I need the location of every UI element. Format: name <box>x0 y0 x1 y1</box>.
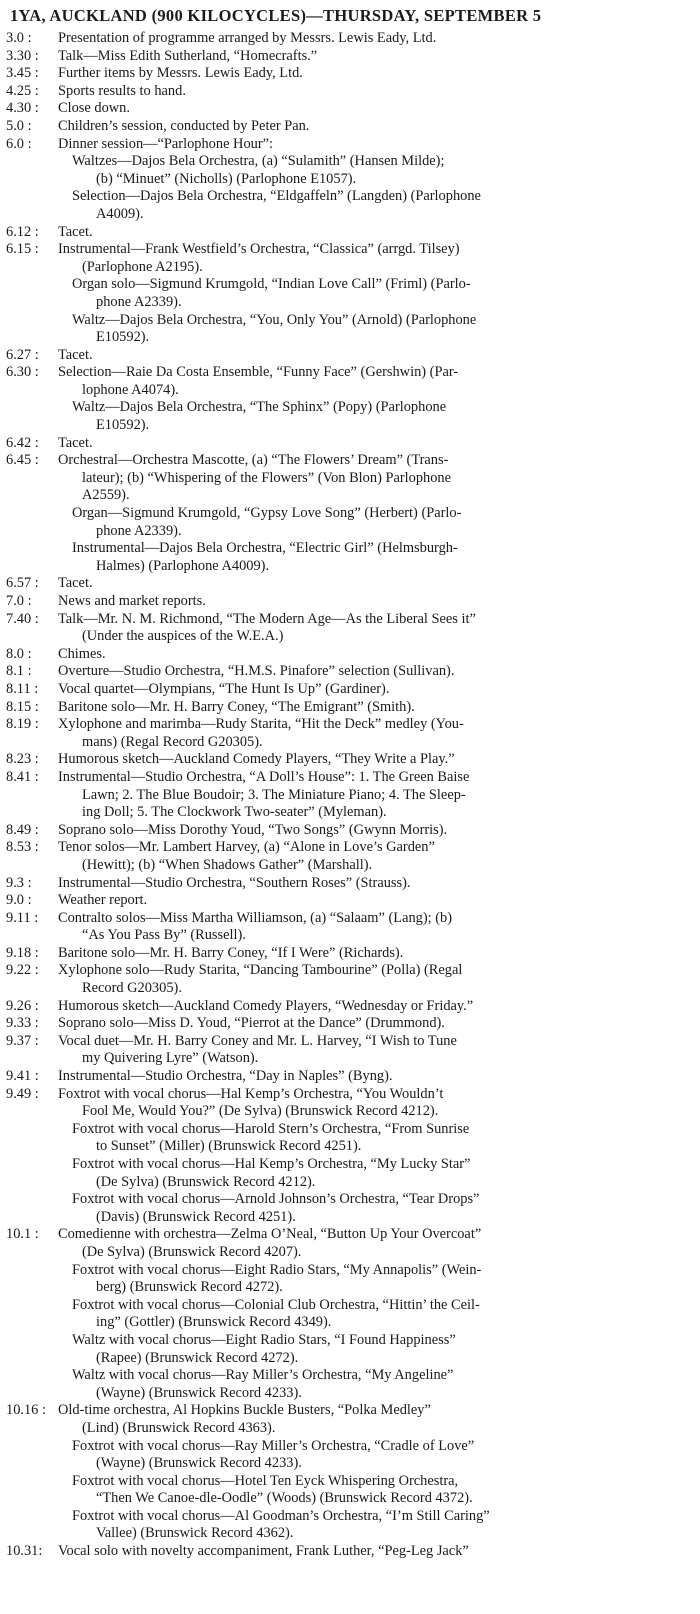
entry-line: Tacet. <box>58 223 93 240</box>
programme-entry <box>6 1402 692 1543</box>
entry-item <box>58 681 692 699</box>
entry-subitem <box>72 276 692 311</box>
entry-body <box>58 663 692 681</box>
entry-subitem <box>72 188 692 223</box>
entry-time: 6.30 : <box>6 364 39 381</box>
programme-entry <box>6 136 692 224</box>
entry-item <box>58 699 692 717</box>
entry-body <box>58 699 692 717</box>
programme-entry <box>6 48 692 66</box>
entry-item <box>58 1015 692 1033</box>
entry-line: Record G20305). <box>82 980 182 997</box>
entry-line: phone A2339). <box>96 522 182 539</box>
entry-line: ing” (Gottler) (Brunswick Record 4349). <box>96 1314 332 1331</box>
programme-entry <box>6 364 692 434</box>
entry-line: Waltz—Dajos Bela Orchestra, “You, Only You” (Arnold) (Parlophone <box>72 311 477 328</box>
entry-time: 10.16 : <box>6 1402 46 1419</box>
entry-body <box>58 1068 692 1086</box>
entry-line: Dinner session—“Parlophone Hour”: <box>58 135 274 152</box>
entry-subitem <box>72 153 692 188</box>
programme-entry <box>6 224 692 242</box>
entry-line: Lawn; 2. The Blue Boudoir; 3. The Miniature Piano; 4. The Sleep- <box>82 786 466 803</box>
programme-entry <box>6 118 692 136</box>
entry-line: Children’s session, conducted by Peter Pan. <box>58 117 310 134</box>
entry-time: 9.26 : <box>6 997 39 1014</box>
programme-entry <box>6 769 692 822</box>
entry-item <box>58 100 692 118</box>
programme-entry <box>6 699 692 717</box>
entry-time: 8.11 : <box>6 680 39 697</box>
entry-body <box>58 48 692 66</box>
entry-subitem <box>72 1367 692 1402</box>
entry-subitem <box>72 540 692 575</box>
programme-list <box>6 30 692 1561</box>
entry-line: Soprano solo—Miss D. Youd, “Pierrot at the Dance” (Drummond). <box>58 1015 445 1032</box>
entry-time: 9.0 : <box>6 892 32 909</box>
entry-line: (b) “Minuet” (Nicholls) (Parlophone E1057). <box>96 170 357 187</box>
entry-item <box>58 611 692 646</box>
entry-time: 4.25 : <box>6 82 39 99</box>
entry-time: 9.37 : <box>6 1032 39 1049</box>
entry-line: Vocal solo with novelty accompaniment, Frank Luther, “Peg-Leg Jack” <box>58 1543 469 1560</box>
entry-time: 6.15 : <box>6 241 39 258</box>
programme-entry <box>6 1033 692 1068</box>
entry-body <box>58 593 692 611</box>
entry-line: Tacet. <box>58 346 93 363</box>
programme-entry <box>6 100 692 118</box>
entry-time: 9.49 : <box>6 1085 39 1102</box>
entry-body <box>58 435 692 453</box>
programme-entry <box>6 30 692 48</box>
entry-line: Foxtrot with vocal chorus—Hal Kemp’s Orchestra, “My Lucky Star” <box>72 1156 471 1172</box>
entry-line: Humorous sketch—Auckland Comedy Players, “Wednesday or Friday.” <box>58 997 474 1014</box>
programme-entry <box>6 1068 692 1086</box>
entry-item <box>58 83 692 101</box>
programme-entry <box>6 83 692 101</box>
entry-line: Foxtrot with vocal chorus—Hal Kemp’s Orchestra, “You Wouldn’t <box>58 1085 444 1102</box>
entry-time: 9.41 : <box>6 1068 39 1085</box>
entry-item <box>58 962 692 997</box>
entry-line: Old-time orchestra, Al Hopkins Buckle Busters, “Polka Medley” <box>58 1402 431 1419</box>
entry-line: Halmes) (Parlophone A4009). <box>96 557 270 574</box>
entry-subitem <box>72 1156 692 1191</box>
programme-entry <box>6 241 692 347</box>
entry-item <box>58 839 692 874</box>
entry-time: 9.22 : <box>6 962 39 979</box>
entry-line: (Davis) (Brunswick Record 4251). <box>96 1208 296 1225</box>
entry-body <box>58 611 692 646</box>
entry-body <box>58 100 692 118</box>
entry-body <box>58 892 692 910</box>
entry-body <box>58 945 692 963</box>
entry-line: Foxtrot with vocal chorus—Eight Radio Stars, “My Annapolis” (Wein- <box>72 1261 482 1278</box>
entry-line: Vallee) (Brunswick Record 4362). <box>96 1525 294 1542</box>
entry-line: Foxtrot with vocal chorus—Al Goodman’s Orchestra, “I’m Still Caring” <box>72 1507 490 1524</box>
entry-line: Tacet. <box>58 575 93 592</box>
entry-line: Comedienne with orchestra—Zelma O’Neal, “Button Up Your Overcoat” <box>58 1226 482 1243</box>
entry-body <box>58 822 692 840</box>
entry-line: lophone A4074). <box>82 381 179 398</box>
entry-line: Chimes. <box>58 645 106 662</box>
page-title: 1YA, AUCKLAND (900 KILOCYCLES)—THURSDAY, SEPTEMBER 5 <box>10 6 542 25</box>
entry-item <box>58 1068 692 1086</box>
entry-time: 8.53 : <box>6 839 39 856</box>
entry-line: mans) (Regal Record G20305). <box>82 733 263 750</box>
programme-entry <box>6 892 692 910</box>
entry-item <box>58 1402 692 1437</box>
entry-line: (Lind) (Brunswick Record 4363). <box>82 1419 276 1436</box>
programme-entry <box>6 452 692 575</box>
entry-line: Xylophone solo—Rudy Starita, “Dancing Tambourine” (Polla) (Regal <box>58 962 463 979</box>
entry-body <box>58 575 692 593</box>
entry-subitem <box>72 399 692 434</box>
entry-item <box>58 875 692 893</box>
programme-entry <box>6 663 692 681</box>
entry-time: 3.0 : <box>6 30 32 46</box>
entry-line: Baritone solo—Mr. H. Barry Coney, “If I Were” (Richards). <box>58 944 404 961</box>
entry-line: Fool Me, Would You?” (De Sylva) (Brunswick Record 4212). <box>82 1103 439 1120</box>
entry-body <box>58 875 692 893</box>
entry-line: Waltz with vocal chorus—Ray Miller’s Orchestra, “My Angeline” <box>72 1367 454 1384</box>
entry-body <box>58 1033 692 1068</box>
entry-line: (Parlophone A2195). <box>82 258 203 275</box>
entry-line: my Quivering Lyre” (Watson). <box>82 1050 259 1067</box>
entry-line: phone A2339). <box>96 293 182 310</box>
entry-time: 9.3 : <box>6 874 32 891</box>
entry-time: 9.33 : <box>6 1015 39 1032</box>
entry-line: Foxtrot with vocal chorus—Arnold Johnson’s Orchestra, “Tear Drops” <box>72 1191 480 1208</box>
entry-item <box>58 30 692 48</box>
entry-item <box>58 65 692 83</box>
entry-body <box>58 1015 692 1033</box>
entry-line: News and market reports. <box>58 593 206 609</box>
programme-entry <box>6 1226 692 1402</box>
entry-line: Organ solo—Sigmund Krumgold, “Indian Love Call” (Friml) (Parlo- <box>72 276 471 293</box>
entry-subitem <box>72 1191 692 1226</box>
programme-entry <box>6 681 692 699</box>
entry-line: (Wayne) (Brunswick Record 4233). <box>96 1455 302 1472</box>
entry-body <box>58 1402 692 1543</box>
entry-body <box>58 962 692 997</box>
entry-line: Talk—Mr. N. M. Richmond, “The Modern Age—As the Liberal Sees it” <box>58 610 476 627</box>
entry-line: Waltz with vocal chorus—Eight Radio Stars, “I Found Happiness” <box>72 1331 456 1348</box>
entry-subitem <box>72 1473 692 1508</box>
entry-line: Orchestral—Orchestra Mascotte, (a) “The Flowers’ Dream” (Trans- <box>58 452 449 469</box>
entry-line: Overture—Studio Orchestra, “H.M.S. Pinafore” selection (Sullivan). <box>58 663 455 680</box>
entry-line: Instrumental—Studio Orchestra, “Day in Naples” (Byng). <box>58 1068 393 1085</box>
entry-item <box>58 593 692 611</box>
entry-time: 8.23 : <box>6 751 39 768</box>
entry-time: 9.18 : <box>6 944 39 961</box>
entry-line: Vocal quartet—Olympians, “The Hunt Is Up” (Gardiner). <box>58 680 390 697</box>
entry-line: Foxtrot with vocal chorus—Hotel Ten Eyck Whispering Orchestra, <box>72 1472 459 1489</box>
entry-time: 9.11 : <box>6 909 39 926</box>
entry-time: 8.49 : <box>6 821 39 838</box>
entry-body <box>58 1226 692 1402</box>
entry-item <box>58 241 692 276</box>
entry-time: 6.12 : <box>6 223 39 240</box>
entry-body <box>58 1086 692 1227</box>
entry-body <box>58 998 692 1016</box>
entry-line: Waltzes—Dajos Bela Orchestra, (a) “Sulamith” (Hansen Milde); <box>72 153 445 170</box>
entry-body <box>58 241 692 347</box>
entry-time: 5.0 : <box>6 117 32 134</box>
entry-line: Soprano solo—Miss Dorothy Youd, “Two Songs” (Gwynn Morris). <box>58 821 448 838</box>
entry-body <box>58 646 692 664</box>
entry-time: 6.27 : <box>6 346 39 363</box>
entry-line: Instrumental—Studio Orchestra, “A Doll’s House”: 1. The Green Baise <box>58 768 470 785</box>
entry-item <box>58 118 692 136</box>
entry-time: 3.30 : <box>6 47 39 64</box>
entry-body <box>58 910 692 945</box>
entry-body <box>58 347 692 365</box>
entry-line: (De Sylva) (Brunswick Record 4207). <box>82 1243 302 1260</box>
entry-line: Further items by Messrs. Lewis Eady, Ltd. <box>58 65 303 82</box>
programme-entry <box>6 910 692 945</box>
entry-time: 7.0 : <box>6 593 32 609</box>
entry-line: berg) (Brunswick Record 4272). <box>96 1279 283 1296</box>
programme-entry <box>6 751 692 769</box>
entry-body <box>58 769 692 822</box>
entry-subitem <box>72 1262 692 1297</box>
entry-line: Humorous sketch—Auckland Comedy Players, “They Write a Play.” <box>58 751 455 768</box>
entry-body <box>58 751 692 769</box>
entry-item <box>58 224 692 242</box>
entry-time: 6.57 : <box>6 575 39 592</box>
entry-item <box>58 822 692 840</box>
entry-subitem <box>72 1121 692 1156</box>
programme-entry <box>6 1015 692 1033</box>
entry-line: Baritone solo—Mr. H. Barry Coney, “The Emigrant” (Smith). <box>58 698 415 715</box>
entry-time: 8.15 : <box>6 698 39 715</box>
entry-line: to Sunset” (Miller) (Brunswick Record 4251). <box>96 1138 362 1155</box>
entry-item <box>58 435 692 453</box>
entry-time: 10.1 : <box>6 1226 39 1243</box>
entry-line: Instrumental—Studio Orchestra, “Southern Roses” (Strauss). <box>58 874 411 891</box>
entry-body <box>58 681 692 699</box>
entry-time: 8.1 : <box>6 663 32 680</box>
entry-line: A4009). <box>96 205 144 222</box>
programme-entry <box>6 435 692 453</box>
entry-line: Sports results to hand. <box>58 82 186 99</box>
entry-time: 8.19 : <box>6 716 39 733</box>
entry-time: 6.0 : <box>6 135 32 152</box>
programme-entry <box>6 1086 692 1227</box>
entry-line: Foxtrot with vocal chorus—Ray Miller’s Orchestra, “Cradle of Love” <box>72 1437 475 1454</box>
entry-time: 10.31: <box>6 1543 43 1560</box>
entry-item <box>58 364 692 399</box>
entry-item <box>58 452 692 505</box>
entry-item <box>58 663 692 681</box>
entry-line: Contralto solos—Miss Martha Williamson, (a) “Salaam” (Lang); (b) <box>58 909 453 926</box>
entry-line: A2559). <box>82 487 130 504</box>
programme-entry <box>6 611 692 646</box>
programme-entry <box>6 575 692 593</box>
entry-time: 7.40 : <box>6 610 39 627</box>
entry-item <box>58 998 692 1016</box>
programme-entry <box>6 646 692 664</box>
entry-item <box>58 646 692 664</box>
entry-line: Xylophone and marimba—Rudy Starita, “Hit the Deck” medley (You- <box>58 716 464 733</box>
programme-entry <box>6 945 692 963</box>
programme-entry <box>6 875 692 893</box>
entry-item <box>58 892 692 910</box>
entry-body <box>58 452 692 575</box>
entry-item <box>58 945 692 963</box>
programme-entry <box>6 998 692 1016</box>
entry-item <box>58 48 692 66</box>
entry-line: Instrumental—Dajos Bela Orchestra, “Electric Girl” (Helmsburgh- <box>72 540 458 557</box>
programme-entry <box>6 593 692 611</box>
entry-line: (Under the auspices of the W.E.A.) <box>82 628 284 645</box>
entry-item <box>58 1543 692 1561</box>
entry-subitem <box>72 1508 692 1543</box>
entry-item <box>58 136 692 154</box>
entry-time: 4.30 : <box>6 100 39 117</box>
programme-entry <box>6 347 692 365</box>
entry-time: 3.45 : <box>6 65 39 82</box>
entry-line: Talk—Miss Edith Sutherland, “Homecrafts.” <box>58 47 318 64</box>
entry-line: Selection—Dajos Bela Orchestra, “Eldgaffeln” (Langden) (Parlophone <box>72 188 481 205</box>
entry-time: 8.41 : <box>6 768 39 785</box>
entry-line: (De Sylva) (Brunswick Record 4212). <box>96 1173 316 1190</box>
entry-line: E10592). <box>96 329 150 346</box>
programme-entry <box>6 65 692 83</box>
entry-item <box>58 347 692 365</box>
entry-body <box>58 224 692 242</box>
entry-subitem <box>72 505 692 540</box>
entry-line: ing Doll; 5. The Clockwork Two-seater” (Myleman). <box>82 804 387 821</box>
entry-body <box>58 364 692 434</box>
entry-line: (Wayne) (Brunswick Record 4233). <box>96 1384 302 1401</box>
entry-line: E10592). <box>96 417 150 434</box>
entry-line: Presentation of programme arranged by Messrs. Lewis Eady, Ltd. <box>58 30 437 46</box>
programme-entry <box>6 822 692 840</box>
entry-body <box>58 83 692 101</box>
entry-time: 6.45 : <box>6 452 39 469</box>
entry-body <box>58 839 692 874</box>
entry-body <box>58 30 692 48</box>
entry-line: Instrumental—Frank Westfield’s Orchestra, “Classica” (arrgd. Tilsey) <box>58 241 460 258</box>
entry-line: (Hewitt); (b) “When Shadows Gather” (Marshall). <box>82 856 373 873</box>
entry-line: Vocal duet—Mr. H. Barry Coney and Mr. L. Harvey, “I Wish to Tune <box>58 1032 457 1049</box>
entry-item <box>58 1226 692 1261</box>
entry-item <box>58 716 692 751</box>
entry-line: Foxtrot with vocal chorus—Colonial Club Orchestra, “Hittin’ the Ceil- <box>72 1296 480 1313</box>
entry-time: 8.0 : <box>6 645 32 662</box>
entry-item <box>58 575 692 593</box>
entry-line: “As You Pass By” (Russell). <box>82 927 246 944</box>
entry-body <box>58 65 692 83</box>
entry-body <box>58 118 692 136</box>
entry-body <box>58 716 692 751</box>
entry-line: Tacet. <box>58 434 93 451</box>
entry-subitem <box>72 1297 692 1332</box>
entry-line: Weather report. <box>58 892 148 909</box>
entry-item <box>58 751 692 769</box>
programme-entry <box>6 1543 692 1561</box>
entry-item <box>58 1033 692 1068</box>
entry-line: Selection—Raie Da Costa Ensemble, “Funny Face” (Gershwin) (Par- <box>58 364 459 381</box>
entry-line: Foxtrot with vocal chorus—Harold Stern’s Orchestra, “From Sunrise <box>72 1120 470 1137</box>
entry-line: Tenor solos—Mr. Lambert Harvey, (a) “Alone in Love’s Garden” <box>58 839 435 856</box>
entry-line: Organ—Sigmund Krumgold, “Gypsy Love Song” (Herbert) (Parlo- <box>72 505 462 522</box>
programme-entry <box>6 839 692 874</box>
entry-body <box>58 136 692 224</box>
entry-item <box>58 1086 692 1121</box>
programme-entry <box>6 716 692 751</box>
entry-line: Close down. <box>58 100 130 117</box>
entry-line: lateur); (b) “Whispering of the Flowers” (Von Blon) Parlophone <box>82 469 452 486</box>
entry-item <box>58 769 692 822</box>
entry-time: 6.42 : <box>6 434 39 451</box>
entry-body <box>58 1543 692 1561</box>
entry-line: (Rapee) (Brunswick Record 4272). <box>96 1349 299 1366</box>
entry-subitem <box>72 1438 692 1473</box>
entry-line: “Then We Canoe-dle-Oodle” (Woods) (Brunswick Record 4372). <box>96 1490 473 1507</box>
entry-subitem <box>72 1332 692 1367</box>
programme-entry <box>6 962 692 997</box>
entry-item <box>58 910 692 945</box>
entry-line: Waltz—Dajos Bela Orchestra, “The Sphinx” (Popy) (Parlophone <box>72 399 447 416</box>
entry-subitem <box>72 312 692 347</box>
